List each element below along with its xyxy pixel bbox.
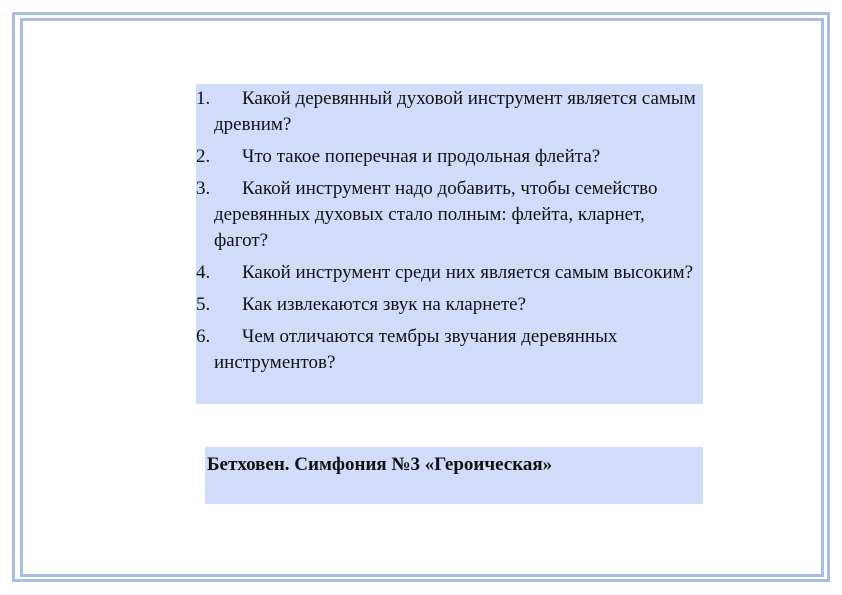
- question-text: Что такое поперечная и продольная флейта?: [242, 146, 601, 167]
- question-text: Какой инструмент среди них является самым высоким?: [242, 262, 694, 283]
- question-number: 4.: [196, 262, 211, 283]
- question-number: 6.: [196, 326, 211, 347]
- question-text: Как извлекаются звук на кларнете?: [242, 294, 526, 315]
- question-number: 5.: [196, 294, 211, 315]
- question-item-6: [196, 324, 703, 376]
- question-item-3: [196, 176, 703, 254]
- question-number: 2.: [196, 146, 211, 167]
- question-text: Какой деревянный духовой инструмент является самым древним?: [214, 88, 696, 135]
- question-item-5: [196, 292, 703, 318]
- question-number: 3.: [196, 178, 211, 199]
- question-item-2: [196, 144, 703, 170]
- question-item-4: [196, 260, 703, 286]
- question-item-1: [196, 86, 703, 138]
- question-number: 1.: [196, 88, 211, 109]
- questions-list: [196, 84, 703, 404]
- question-text: Чем отличаются тембры звучания деревянных инструментов?: [214, 326, 618, 373]
- symphony-title: Бетховен. Симфония №3 «Героическая»: [205, 447, 703, 504]
- question-text: Какой инструмент надо добавить, чтобы семейство деревянных духовых стало полным: флейта, кларнет, фагот?: [214, 178, 658, 251]
